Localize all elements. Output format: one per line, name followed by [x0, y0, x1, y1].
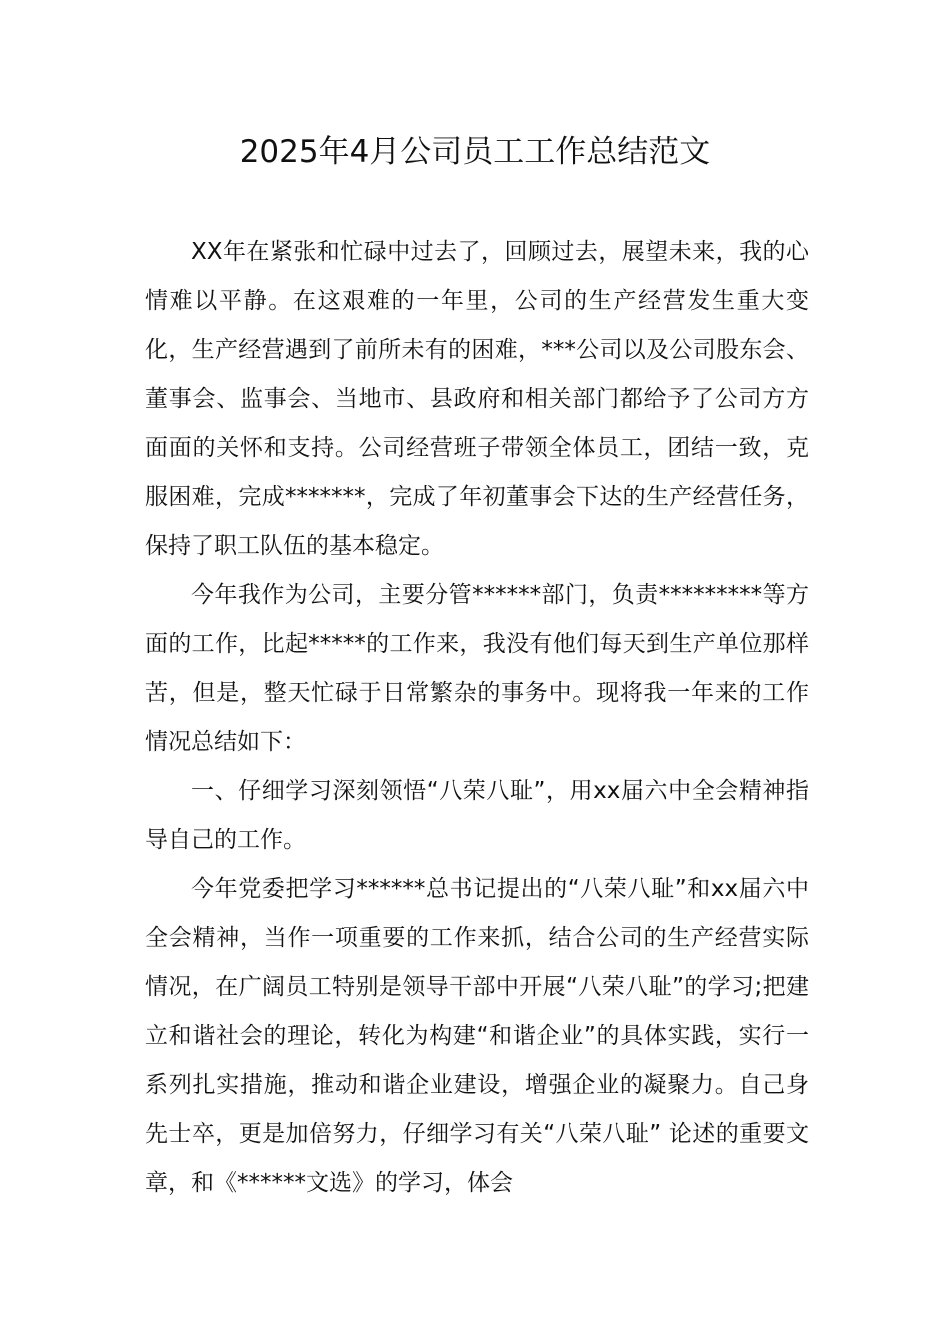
- document-title: 2025年4月公司员工工作总结范文: [239, 134, 711, 170]
- paragraph-intro: XX年在紧张和忙碌中过去了，回顾过去，展望未来，我的心情难以平静。在这艰难的一年里，公司的生产经营发生重大变化，生产经营遇到了前所未有的困难，***公司以及公司股东会、董事会、监事会、当地市、县政府和相关部门都给予了公司方方面面的关怀和支持。公司经营班子带领全体员工，团结一致，克服困难，完成*******，完成了年初董事会下达的生产经营任务，保持了职工队伍的基本稳定。: [145, 239, 809, 559]
- section-heading-1: 一、仔细学习深刻领悟“八荣八耻”，用xx届六中全会精神指导自己的工作。: [145, 778, 809, 853]
- document-body: [145, 228, 809, 1208]
- paragraph-role: 今年我作为公司，主要分管******部门，负责*********等方面的工作，比起*****的工作来，我没有他们每天到生产单位那样苦，但是，整天忙碌于日常繁杂的事务中。现将我一年来的工作情况总结如下：: [145, 582, 809, 755]
- paragraph-study: 今年党委把学习******总书记提出的“八荣八耻”和xx届六中全会精神，当作一项重要的工作来抓，结合公司的生产经营实际情况，在广阔员工特别是领导干部中开展“八荣八耻”的学习;把建立和谐社会的理论，转化为构建“和谐企业”的具体实践，实行一系列扎实措施，推动和谐企业建设，增强企业的凝聚力。自己身先士卒，更是加倍努力，仔细学习有关“八荣八耻” 论述的重要文章，和《******文选》的学习，体会: [145, 876, 809, 1196]
